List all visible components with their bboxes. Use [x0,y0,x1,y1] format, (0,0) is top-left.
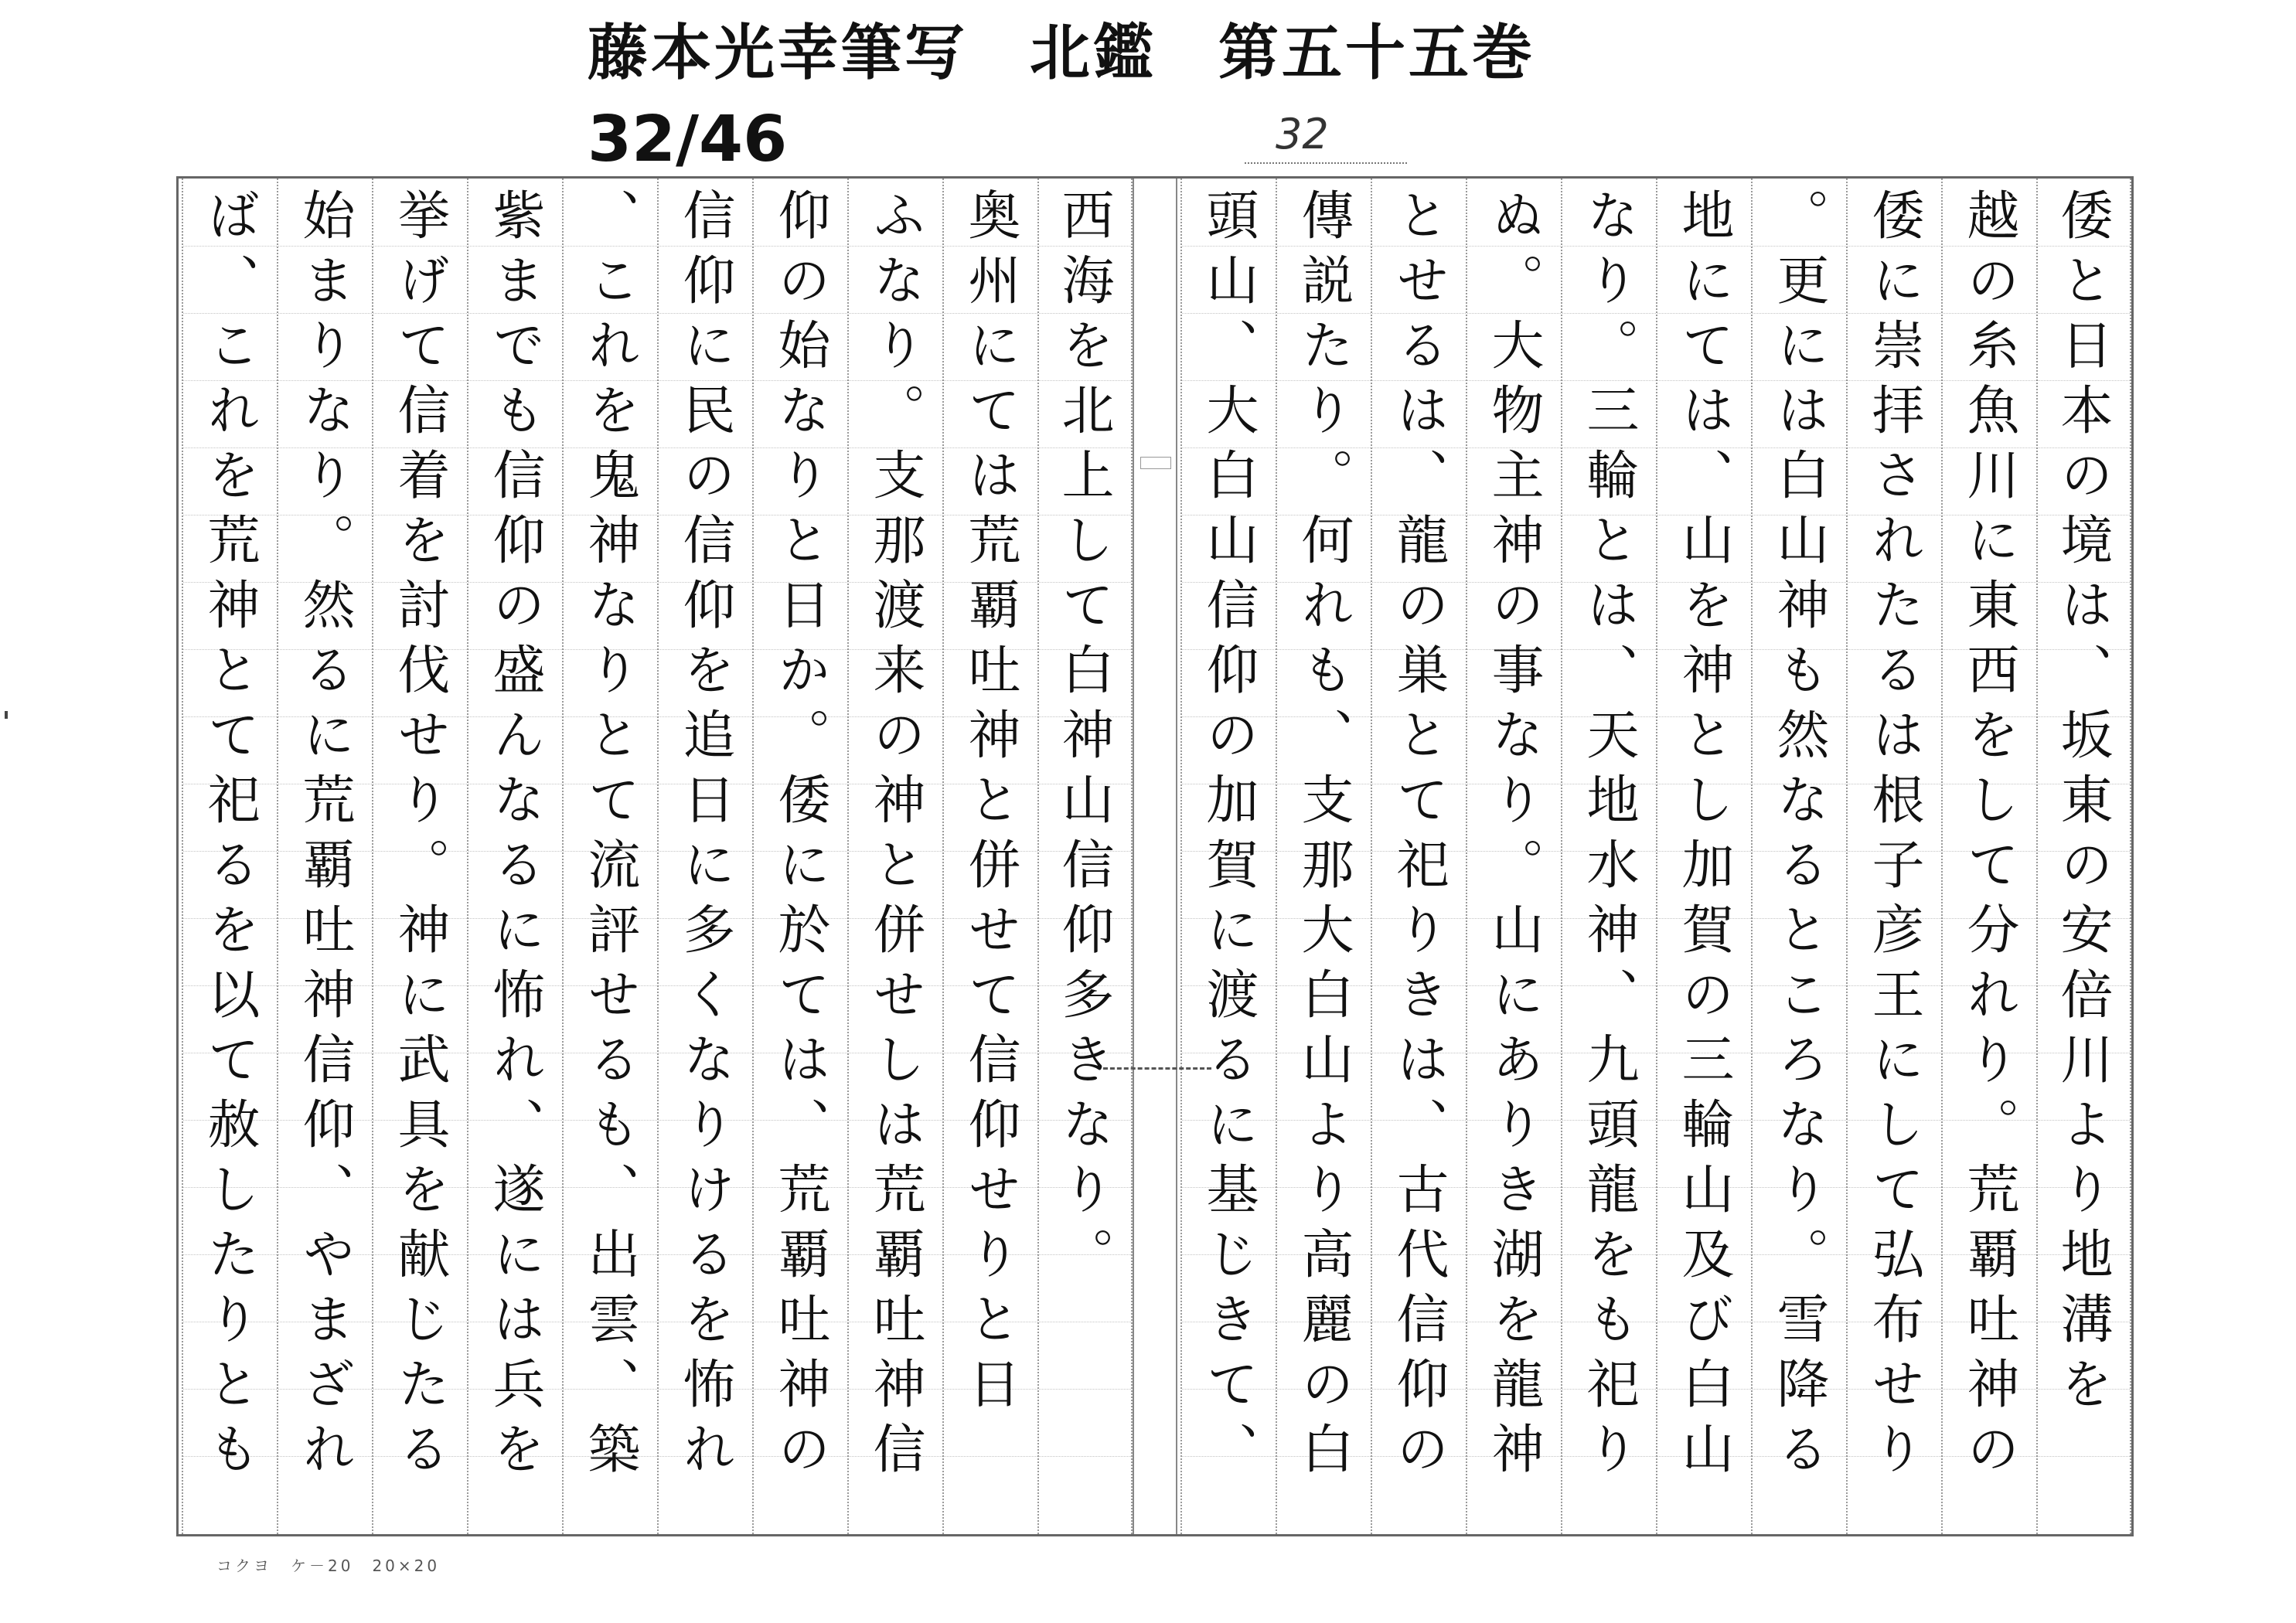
column-text: なり。三輪とは、天地水神、九頭龍をも祀り [1578,188,1639,1486]
manuscript-column [1561,179,1656,1534]
manuscript-column [1846,179,1941,1534]
column-text: ぬ。大物主神の事なり。山にありき湖を龍神 [1483,188,1544,1486]
manuscript-column [182,179,277,1534]
column-text: 倭に崇拝されたるは根子彦王にして弘布せり [1863,188,1924,1486]
manuscript-column [1656,179,1751,1534]
column-text: 傳説たり。何れも、支那大白山より高麗の白 [1293,188,1354,1486]
title-book: 北鑑 [1030,19,1157,88]
column-text: 地にては、山を神とし加賀の三輪山及び白山 [1673,188,1734,1486]
manuscript-column [2036,179,2131,1534]
binding-spine [1133,179,1177,1534]
column-text: 奥州にては荒覇吐神と併せて信仰せりと日 [959,188,1020,1421]
right-half-page [1177,179,2131,1534]
manuscript-column [1037,179,1133,1534]
title-volume: 第五十五巻 [1218,19,1536,88]
column-text: 西海を北上して白神山信仰多きなり。 [1053,188,1114,1291]
column-text: 越の糸魚川に東西をして分れり。荒覇吐神の [1958,188,2019,1486]
manuscript-column [1941,179,2036,1534]
page-indicator: 32/46 [588,103,788,176]
column-text: ば、これを荒神とて祀るを以て赦したりとも [199,188,260,1486]
manuscript-column [942,179,1037,1534]
column-text: 信仰に民の信仰を追日に多くなりけるを怖れ [674,188,735,1486]
column-text: 紫までも信仰の盛んなるに怖れ、遂には兵を [484,188,545,1486]
manuscript-column [1751,179,1846,1534]
page-number-underline [1245,162,1407,164]
manuscript-column [752,179,847,1534]
manuscript-column [277,179,372,1534]
column-text: 挙げて信着を討伐せり。神に武具を献じたる [389,188,450,1486]
column-text: 始まりなり。然るに荒覇吐神信仰、やまざれ [294,188,355,1486]
manuscript-column [1371,179,1466,1534]
column-text: ふなり。支那渡来の神と併せしは荒覇吐神信 [864,188,925,1486]
scan-edge-mark [5,711,8,719]
column-text: 、これを鬼神なりとて流評せるも、出雲、築 [579,188,640,1486]
column-text: 倭と日本の境は、坂東の安倍川より地溝を [2052,188,2113,1421]
handwritten-page-number: 32 [1276,110,1329,158]
spine-tab-mark [1140,457,1171,469]
column-text: とせるは、龍の巣とて祀りきは、古代信仰の [1388,188,1449,1486]
manuscript-column [847,179,942,1534]
manuscript-column [372,179,467,1534]
manuscript-column [1466,179,1561,1534]
document-title [588,19,1536,88]
paper-label: コクヨ ケ－20 20×20 [216,1557,441,1575]
column-text: 頭山、大白山信仰の加賀に渡るに基じきて、 [1197,188,1259,1486]
manuscript-column [1180,179,1276,1534]
manuscript-sheet [176,176,2134,1536]
manuscript-column [657,179,752,1534]
manuscript-column [467,179,562,1534]
title-copyist: 藤本光幸筆写 [588,19,969,88]
column-text: 。更には白山神も然なるところなり。雪降る [1768,188,1829,1486]
left-half-page [179,179,1133,1534]
column-text: 仰の始なりと日か。倭に於ては、荒覇吐神の [769,188,830,1486]
manuscript-column [562,179,657,1534]
manuscript-column [1276,179,1371,1534]
